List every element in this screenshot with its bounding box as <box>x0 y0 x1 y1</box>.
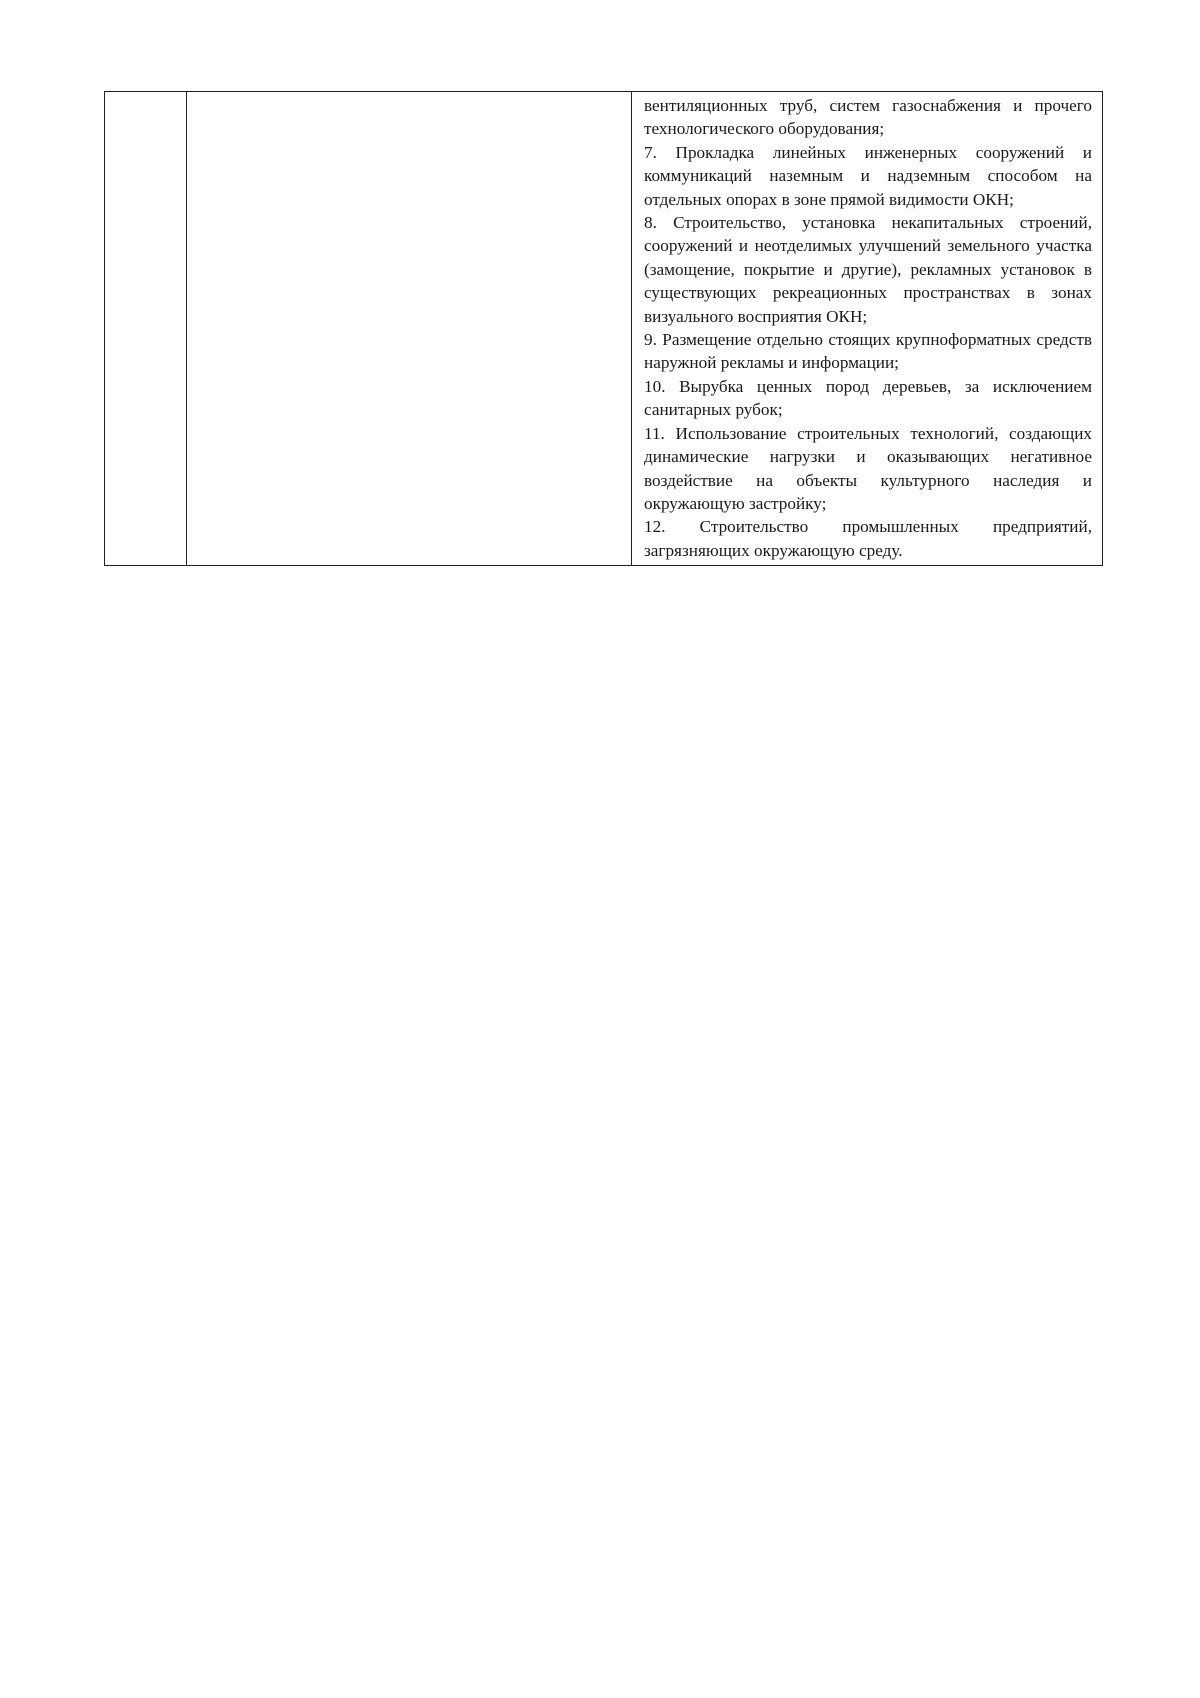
row-restrictions-cell <box>632 92 1103 566</box>
row-name-cell <box>187 92 632 566</box>
restriction-paragraph: 8. Строительство, установка некапитальных строений, сооружений и неотделимых улучшений земельного участка (замощение, покрытие и другие), рекламных установок в существующих рекреационных пространствах в зонах визуального восприятия ОКН; <box>644 213 1092 326</box>
table-row <box>105 92 1103 566</box>
restriction-paragraph: 11. Использование строительных технологий, создающих динамические нагрузки и оказывающих негативное воздействие на объекты культурного наследия и окружающую застройку; <box>644 423 1092 513</box>
row-number-cell <box>105 92 187 566</box>
restriction-paragraph: 12. Строительство промышленных предприятий, загрязняющих окружающую среду. <box>644 517 1092 560</box>
restriction-paragraph: 10. Вырубка ценных пород деревьев, за исключением санитарных рубок; <box>644 376 1092 420</box>
restriction-paragraph: 7. Прокладка линейных инженерных сооружений и коммуникаций наземным и надземным способом на отдельных опорах в зоне прямой видимости ОКН; <box>644 142 1092 209</box>
restrictions-table <box>104 91 1103 566</box>
restriction-paragraph: 9. Размещение отдельно стоящих крупноформатных средств наружной рекламы и информации; <box>644 330 1092 373</box>
restriction-paragraph: вентиляционных труб, систем газоснабжения и прочего технологического оборудования; <box>644 96 1092 139</box>
